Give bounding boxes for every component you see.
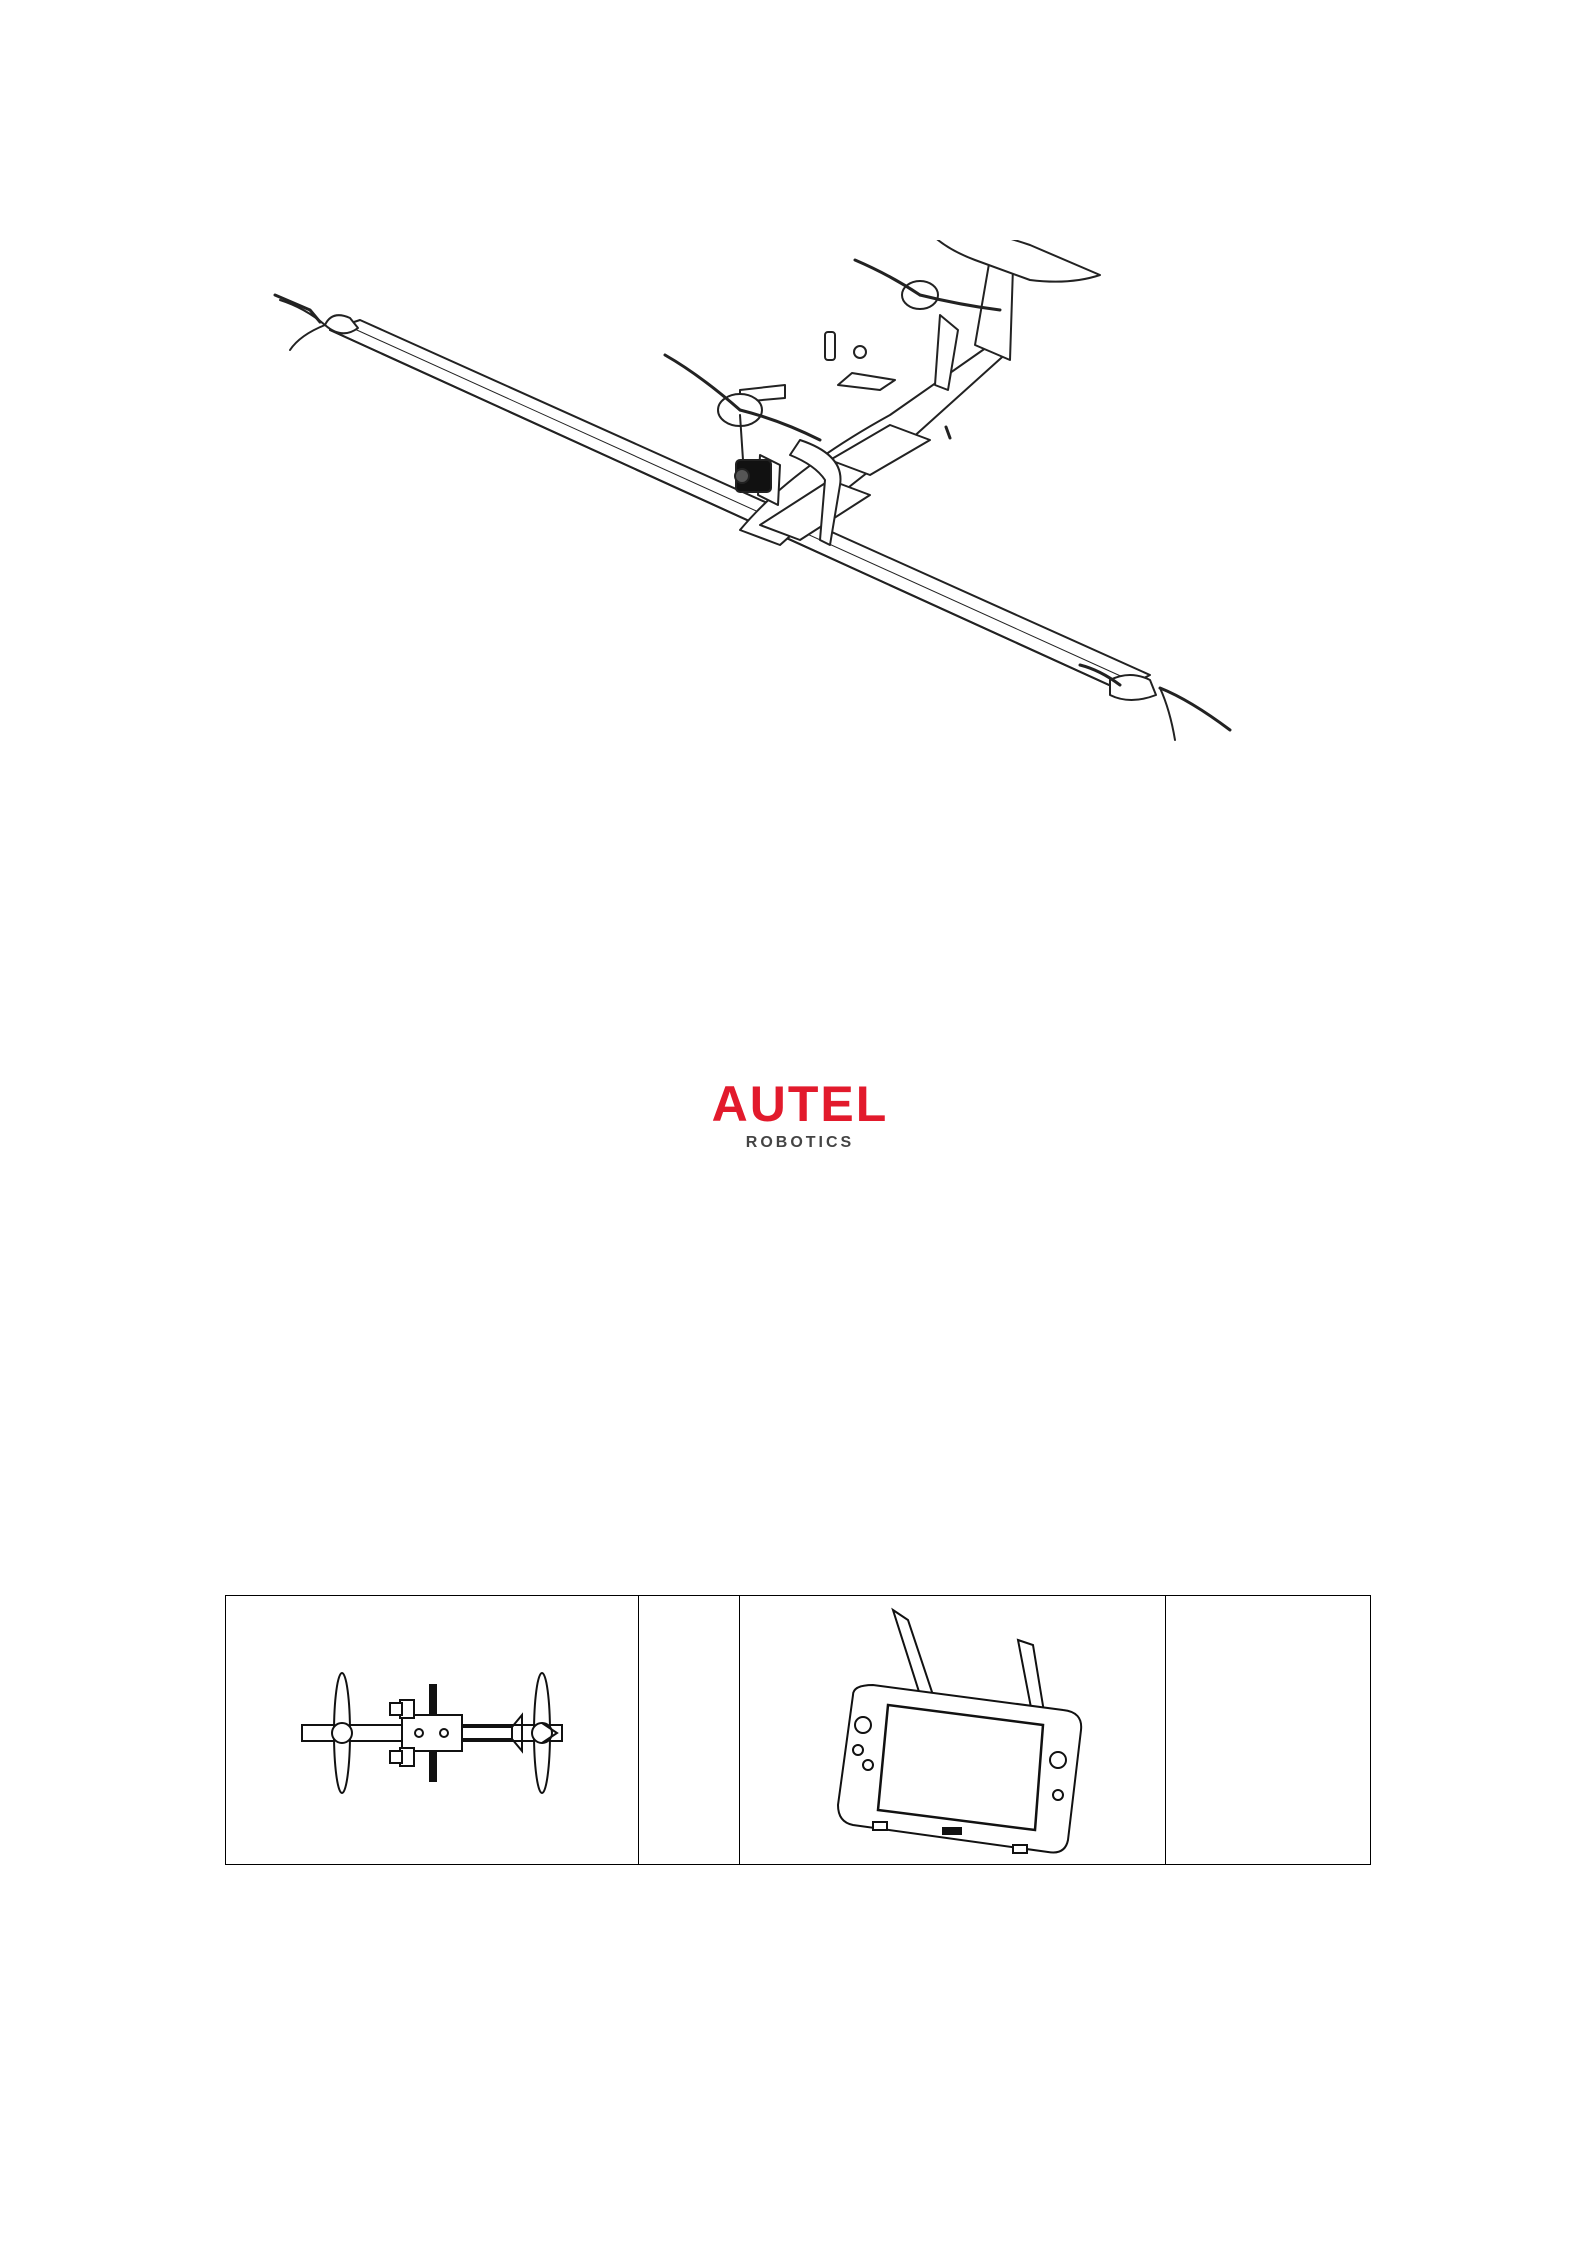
table-cell-label-1 bbox=[639, 1596, 740, 1865]
remote-controller-icon bbox=[813, 1600, 1093, 1860]
autel-logo bbox=[700, 1075, 900, 1165]
aircraft-top-view-icon bbox=[282, 1645, 582, 1815]
drone-illustration bbox=[270, 240, 1340, 770]
table-row bbox=[226, 1596, 1371, 1865]
table-cell-label-2 bbox=[1166, 1596, 1371, 1865]
controller-image-cell bbox=[740, 1596, 1166, 1865]
parts-table bbox=[225, 1595, 1371, 1865]
aircraft-image-cell bbox=[226, 1596, 639, 1865]
logo-subtext: ROBOTICS bbox=[745, 1134, 855, 1151]
logo-wordmark: AUTEL bbox=[711, 1076, 889, 1132]
